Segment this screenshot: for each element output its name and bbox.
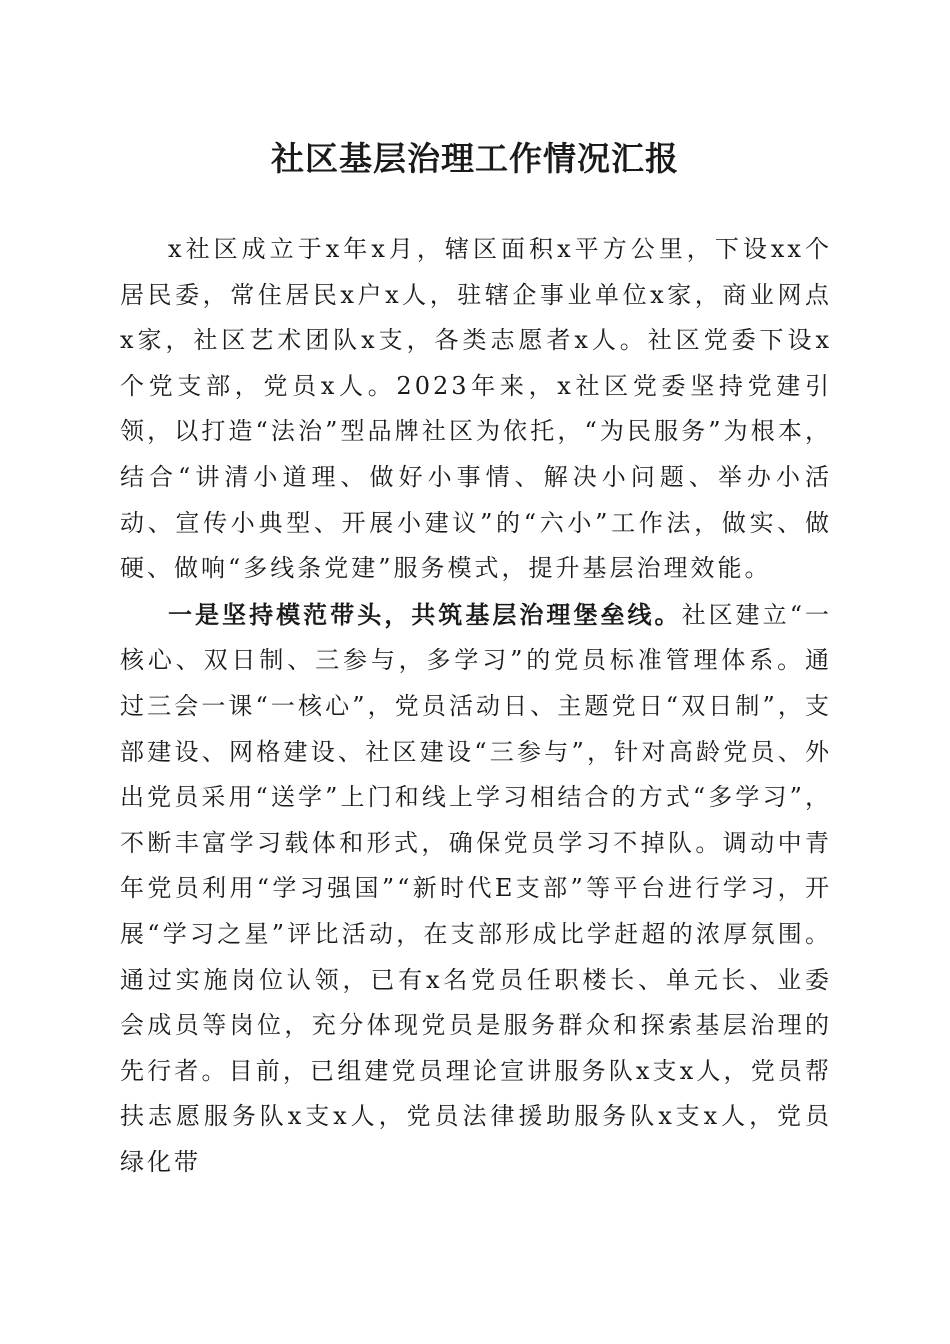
paragraph-lead: 一是坚持模范带头，共筑基层治理堡垒线。 [168,599,682,629]
paragraph-text: x社区成立于x年x月，辖区面积x平方公里，下设xx个居民委，常住居民x户x人，驻辖企事业单位x家，商业网点x家，社区艺术团队x支，各类志愿者x人。社区党委下设x个党支部，党员x人。2023年来，x社区党委坚持党建引领，以打造“法治”型品牌社区为依托，“为民服务”为根本，结合“讲清小道理、做好小事情、解决小问题、举办小活动、宣传小典型、开展小建议”的“六小”工作法，做实、做硬、做响“多线条党建”服务模式，提升基层治理效能。 [120,235,832,583]
paragraph-text: 社区建立“一核心、双日制、三参与，多学习”的党员标准管理体系。通过三会一课“一核心”，党员活动日、主题党日“双日制”，支部建设、网格建设、社区建设“三参与”，针对高龄党员、外出党员采用“送学”上门和线上学习相结合的方式“多学习”，不断丰富学习载体和形式，确保党员学习不掉队。调动中青年党员利用“学习强国”“新时代E支部”等平台进行学习，开展“学习之星”评比活动，在支部形成比学赶超的浓厚氛围。通过实施岗位认领，已有x名党员任职楼长、单元长、业委会成员等岗位，充分体现党员是服务群众和探索基层治理的先行者。目前，已组建党员理论宣讲服务队x支x人，党员帮扶志愿服务队x支x人，党员法律援助服务队x支x人，党员绿化带 [120,600,832,1176]
intro-paragraph [120,226,832,592]
document-body [120,226,832,1185]
document-title: 社区基层治理工作情况汇报 [271,139,679,178]
section-one-paragraph [120,592,832,1186]
